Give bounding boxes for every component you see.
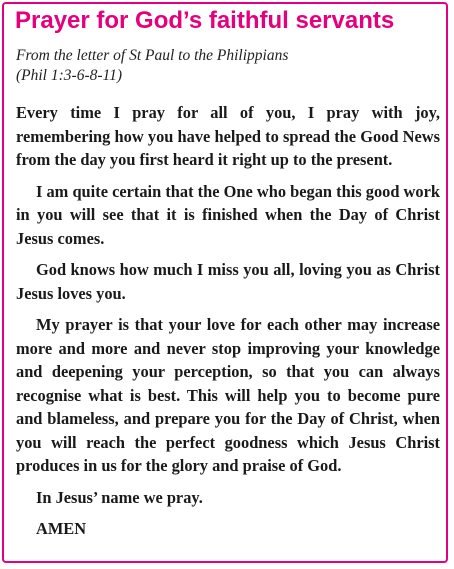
scripture-source xyxy=(16,46,288,86)
source-reference: (Phil 1:3-6-8-11) xyxy=(16,67,123,84)
paragraph-2: I am quite certain that the One who began this good work in you will see that it is finished when the Day of Christ Jesus comes. xyxy=(16,181,440,248)
paragraph-1: Every time I pray for all of you, I pray with joy, remembering how you have helped to spread the Good News from the day you first heard it right up to the present. xyxy=(16,103,440,169)
closing-line: In Jesus’ name we pray. xyxy=(36,487,203,507)
page-title: Prayer for God’s faithful servants xyxy=(15,7,395,34)
source-line: From the letter of St Paul to the Philippians xyxy=(16,47,289,64)
prayer-card xyxy=(2,2,448,563)
paragraph-3: God knows how much I miss you all, loving you as Christ Jesus loves you. xyxy=(16,260,440,303)
prayer-body xyxy=(16,101,440,549)
amen: AMEN xyxy=(36,519,87,538)
paragraph-4: My prayer is that your love for each other may increase more and more and never stop improving your knowledge and deepening your perception, so that you can always recognise what is best. This will help you to become pure and blameless, and prepare you for the Day of Christ, when you will reach the perfect goodness which Jesus Christ produces in us for the glory and praise of God. xyxy=(16,315,440,475)
